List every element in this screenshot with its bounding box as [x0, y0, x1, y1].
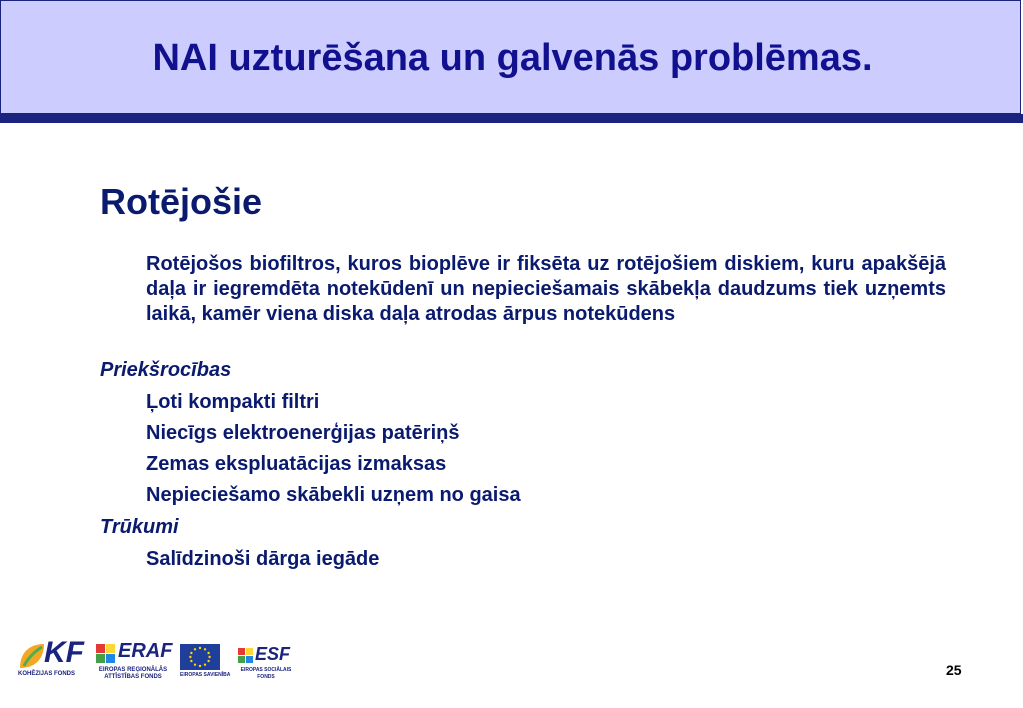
kf-logo	[18, 636, 90, 680]
esf-logo	[238, 640, 290, 680]
esf-mark: ESF	[255, 644, 291, 664]
header-divider	[0, 114, 1023, 123]
eu-caption: EIROPAS SAVIENĪBA	[180, 672, 231, 678]
page-number: 25	[946, 662, 962, 678]
esf-caption: EIROPAS SOCIĀLAIS FONDS	[240, 667, 292, 680]
advantage-item: Nepieciešamo skābekli uzņem no gaisa	[146, 484, 521, 506]
eraf-squares-icon	[96, 644, 116, 664]
advantage-item: Niecīgs elektroenerģijas patēriņš	[146, 422, 460, 444]
advantages-heading: Priekšrocības	[100, 359, 232, 381]
eu-flag-icon	[180, 644, 220, 670]
kf-mark: KF	[44, 636, 84, 669]
disadvantages-heading: Trūkumi	[100, 516, 179, 538]
kf-leaf-icon	[18, 642, 46, 670]
section-title: Rotējošie	[100, 181, 263, 222]
advantage-item: Ļoti kompakti filtri	[146, 391, 320, 413]
eraf-mark: ERAF	[118, 640, 173, 662]
slide-title: NAI uzturēšana un galvenās problēmas.	[152, 37, 873, 79]
eraf-caption: EIROPAS REĢIONĀLĀS ATTĪSTĪBAS FONDS	[98, 667, 168, 680]
eraf-logo	[96, 640, 173, 680]
kf-caption: KOHĒZIJAS FONDS	[18, 671, 76, 677]
section-description: Rotējošos biofiltros, kuros bioplēve ir fiksēta uz rotējošiem diskiem, kuru apakšējā daļa ir iegremdēta notekūdenī un nepieciešamais skābekļa daudzums tiek uzņemts laikā, kamēr viena diska daļa atrodas ārpus notekūdens	[146, 253, 946, 325]
disadvantage-item: Salīdzinoši dārga iegāde	[146, 548, 380, 570]
esf-squares-icon	[238, 648, 254, 664]
header-band	[0, 0, 1021, 114]
advantage-item: Zemas ekspluatācijas izmaksas	[146, 453, 447, 475]
eu-logo	[180, 644, 231, 680]
